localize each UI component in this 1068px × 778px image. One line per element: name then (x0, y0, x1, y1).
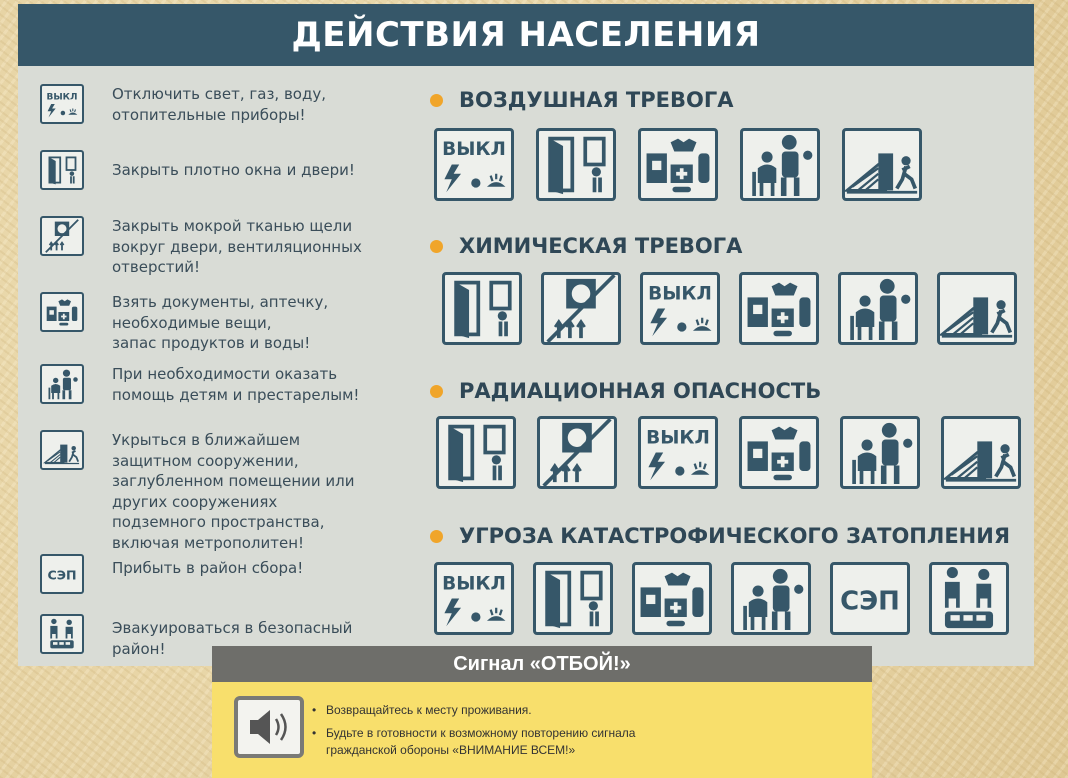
legend-item-seal-vents (40, 216, 362, 278)
shelter-icon (937, 272, 1017, 345)
svg-text:ВЫКЛ: ВЫКЛ (648, 283, 712, 305)
close-door-window-icon (533, 562, 613, 635)
section-title-flood (430, 524, 1010, 548)
section-title-air-raid (430, 88, 733, 112)
sep-icon (40, 554, 84, 594)
svg-text:ВЫКЛ: ВЫКЛ (646, 427, 710, 449)
evacuate-icon (40, 614, 84, 654)
legend-text: Эвакуироваться в безопасный район! (112, 619, 353, 658)
legend-item-switch-off (40, 84, 326, 125)
section-title-chemical (430, 234, 742, 258)
signal-title: Сигнал «ОТБОЙ!» (212, 646, 872, 682)
close-door-window-icon (40, 150, 84, 190)
switch-off-icon (40, 84, 84, 124)
legend-item-sep (40, 554, 303, 594)
close-door-window-icon (436, 416, 516, 489)
section-title-text: РАДИАЦИОННАЯ ОПАСНОСТЬ (459, 379, 822, 403)
svg-text:СЭП: СЭП (840, 586, 900, 617)
switch-off-icon (434, 562, 514, 635)
list-item: • Возвращайтесь к месту проживания. (312, 703, 532, 717)
documents-kit-icon (638, 128, 718, 201)
section-title-text: ХИМИЧЕСКАЯ ТРЕВОГА (459, 234, 743, 258)
section-title-text: УГРОЗА КАТАСТРОФИЧЕСКОГО ЗАТОПЛЕНИЯ (459, 524, 1010, 548)
legend-text: Закрыть плотно окна и двери! (112, 161, 355, 179)
documents-kit-icon (739, 272, 819, 345)
shelter-icon (40, 430, 84, 470)
shelter-icon (842, 128, 922, 201)
documents-kit-icon (40, 292, 84, 332)
bullet-dot (430, 385, 443, 398)
bullet-dot (430, 240, 443, 253)
legend-text: При необходимости оказать помощь детям и престарелым! (112, 365, 360, 404)
legend-item-help (40, 364, 359, 405)
shelter-icon (941, 416, 1021, 489)
help-elderly-icon (840, 416, 920, 489)
seal-vents-icon (40, 216, 84, 256)
switch-off-icon (640, 272, 720, 345)
legend-text: Прибыть в район сбора! (112, 559, 304, 577)
help-elderly-icon (731, 562, 811, 635)
seal-vents-icon (537, 416, 617, 489)
svg-text:СЭП: СЭП (47, 567, 77, 583)
bullet-dot (430, 94, 443, 107)
close-door-window-icon (536, 128, 616, 201)
legend-text: Укрыться в ближайшем защитном сооружении, заглубленном помещении или других сооружениях подземного пространства, включая метрополитен! (112, 431, 355, 552)
sep-icon (830, 562, 910, 635)
switch-off-icon (638, 416, 718, 489)
legend-item-shelter (40, 430, 355, 553)
documents-kit-icon (739, 416, 819, 489)
speaker-icon (234, 696, 304, 758)
svg-text:ВЫКЛ: ВЫКЛ (46, 92, 78, 103)
close-door-window-icon (442, 272, 522, 345)
legend-item-documents (40, 292, 328, 354)
help-elderly-icon (740, 128, 820, 201)
svg-text:ВЫКЛ: ВЫКЛ (442, 139, 506, 161)
section-title-text: ВОЗДУШНАЯ ТРЕВОГА (459, 88, 734, 112)
signal-instructions (312, 702, 635, 765)
bullet-dot (430, 530, 443, 543)
section-title-radiation (430, 379, 821, 403)
legend-text: Отключить свет, газ, воду, отопительные приборы! (112, 85, 326, 124)
svg-text:ВЫКЛ: ВЫКЛ (442, 573, 506, 595)
signal-panel (212, 646, 872, 778)
evacuate-icon (929, 562, 1009, 635)
switch-off-icon (434, 128, 514, 201)
help-elderly-icon (40, 364, 84, 404)
legend-item-close-door (40, 150, 355, 190)
list-item: • Будьте в готовности к возможному повторению сигнала гражданской обороны «ВНИМАНИЕ ВСЕМ!» (312, 726, 636, 757)
documents-kit-icon (632, 562, 712, 635)
page-title: ДЕЙСТВИЯ НАСЕЛЕНИЯ (18, 4, 1034, 66)
seal-vents-icon (541, 272, 621, 345)
poster (18, 4, 1034, 666)
help-elderly-icon (838, 272, 918, 345)
legend-text: Взять документы, аптечку, необходимые вещи, запас продуктов и воды! (112, 293, 329, 352)
legend-text: Закрыть мокрой тканью щели вокруг двери, вентиляционных отверстий! (112, 217, 362, 276)
